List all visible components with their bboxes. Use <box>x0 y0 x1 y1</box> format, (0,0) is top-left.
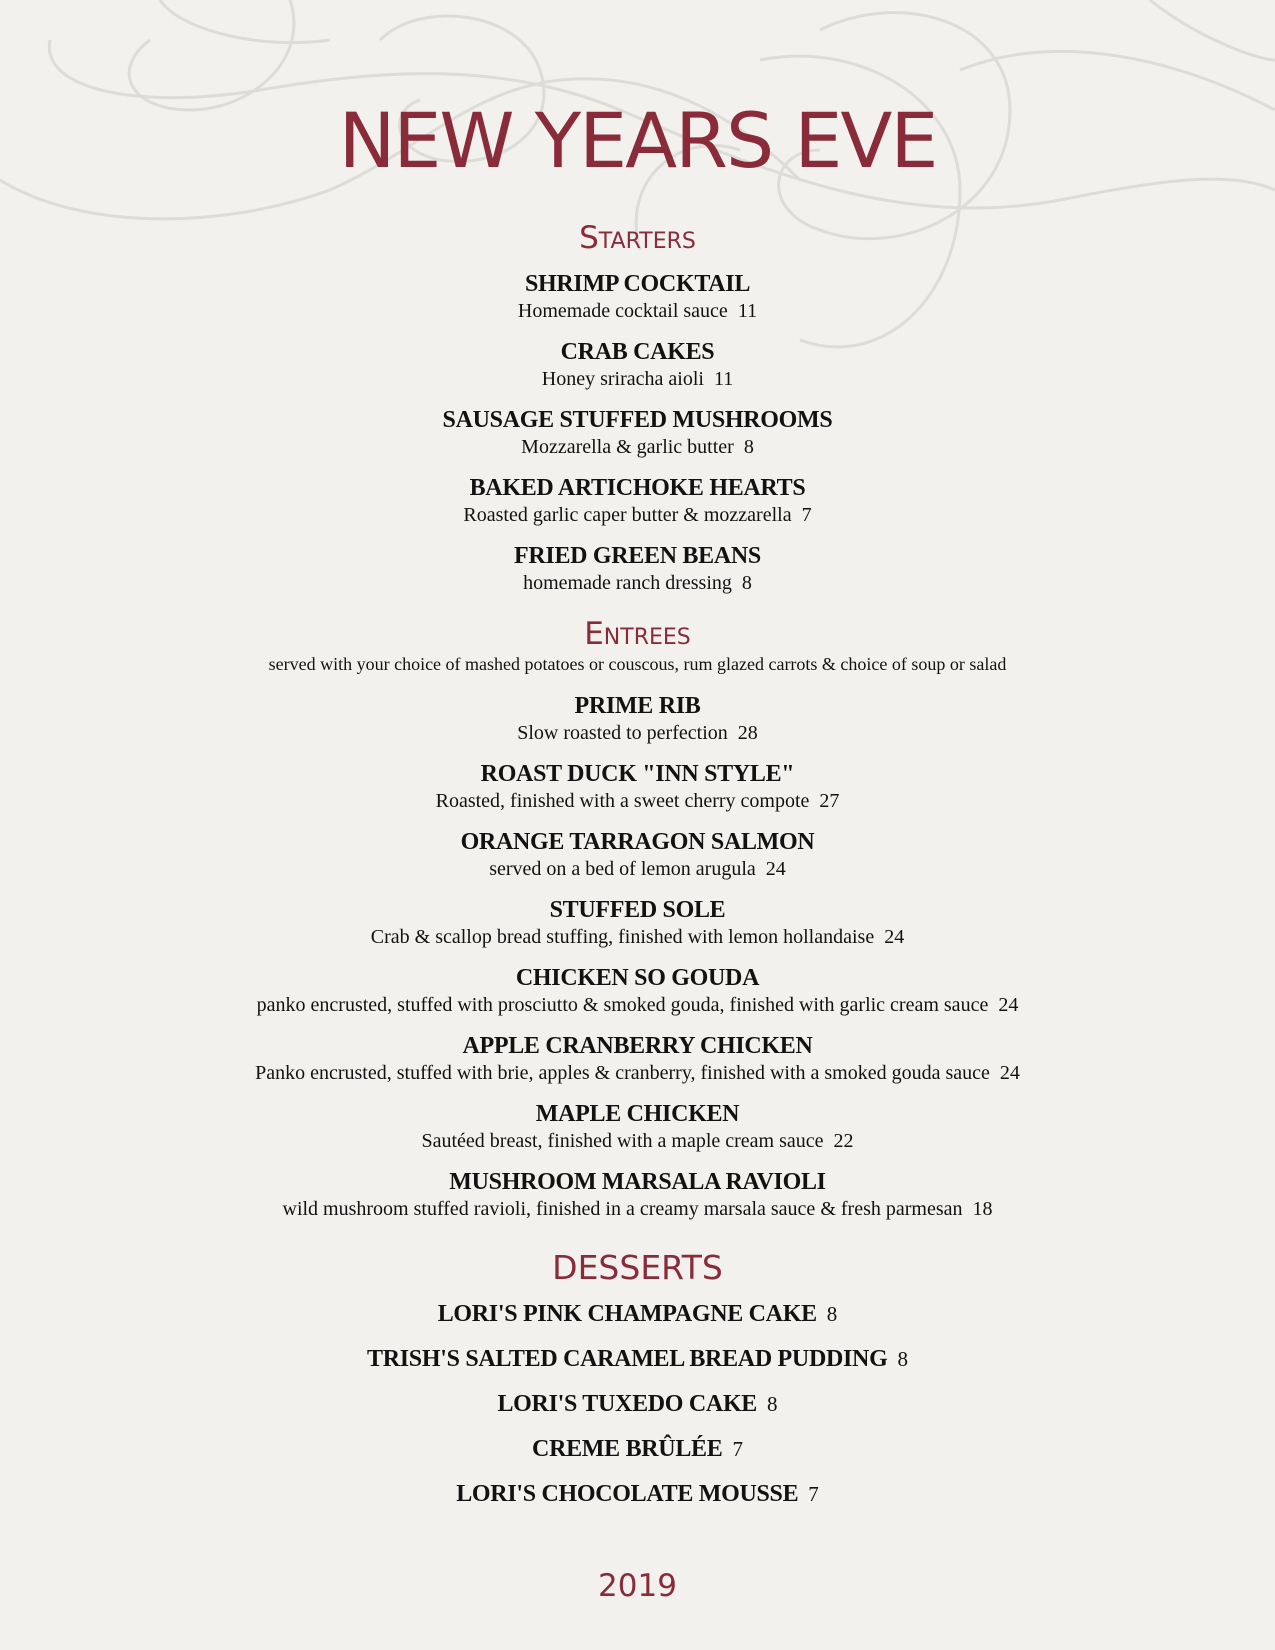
menu-item <box>0 406 1275 460</box>
item-name: LORI'S PINK CHAMPAGNE CAKE <box>437 1301 817 1327</box>
item-description: Slow roasted to perfection 28 <box>517 722 758 744</box>
menu-item <box>0 1100 1275 1154</box>
item-description: Sautéed breast, finished with a maple cream sauce 22 <box>421 1130 854 1152</box>
item-name: SHRIMP COCKTAIL <box>524 271 751 297</box>
desserts-heading: DESSERTS <box>552 1248 723 1287</box>
item-description: Homemade cocktail sauce 11 <box>517 300 758 322</box>
item-description: Panko encrusted, stuffed with brie, apples & cranberry, finished with a smoked gouda sauce 24 <box>255 1062 1020 1084</box>
item-description: panko encrusted, stuffed with prosciutto & smoked gouda, finished with garlic cream sauce 24 <box>256 994 1019 1016</box>
item-price: 11 <box>713 368 734 390</box>
menu-item <box>0 1168 1275 1222</box>
item-name: LORI'S TUXEDO CAKE <box>497 1391 758 1417</box>
item-price: 8 <box>826 1302 838 1326</box>
item-price: 22 <box>833 1130 854 1152</box>
item-name: CREME BRÛLÉE <box>532 1436 723 1462</box>
item-price: 24 <box>884 926 905 948</box>
item-price: 7 <box>801 504 812 526</box>
item-name: APPLE CRANBERRY CHICKEN <box>462 1033 813 1059</box>
item-description: Roasted garlic caper butter & mozzarella 7 <box>463 504 812 526</box>
item-price: 7 <box>732 1437 743 1461</box>
menu-item <box>0 964 1275 1018</box>
entrees-heading: Entrees <box>584 616 691 652</box>
menu-title: NEW YEARS EVE <box>338 96 937 185</box>
dessert-item <box>0 1389 1275 1419</box>
item-description: Mozzarella & garlic butter 8 <box>521 436 754 458</box>
item-description: homemade ranch dressing 8 <box>523 572 752 594</box>
item-price: 28 <box>737 722 758 744</box>
item-name: SAUSAGE STUFFED MUSHROOMS <box>442 407 833 433</box>
dessert-item <box>0 1479 1275 1509</box>
menu-item <box>0 896 1275 950</box>
item-name: FRIED GREEN BEANS <box>514 543 761 569</box>
item-price: 24 <box>765 858 786 880</box>
item-name: ORANGE TARRAGON SALMON <box>460 829 815 855</box>
menu-item <box>0 692 1275 746</box>
item-price: 18 <box>972 1198 993 1220</box>
item-name: BAKED ARTICHOKE HEARTS <box>469 475 806 501</box>
menu-item <box>0 270 1275 324</box>
item-name: LORI'S CHOCOLATE MOUSSE <box>456 1481 799 1507</box>
menu-item <box>0 828 1275 882</box>
item-name: MUSHROOM MARSALA RAVIOLI <box>449 1169 826 1195</box>
item-price: 7 <box>808 1482 819 1506</box>
dessert-item <box>0 1344 1275 1374</box>
item-price: 8 <box>897 1347 908 1371</box>
menu-year: 2019 <box>598 1568 677 1604</box>
starters-heading: Starters <box>579 220 696 256</box>
item-description: Roasted, finished with a sweet cherry compote 27 <box>435 790 840 812</box>
entrees-note: served with your choice of mashed potatoes or couscous, rum glazed carrots & choice of soup or salad <box>268 654 1007 674</box>
menu-item <box>0 474 1275 528</box>
item-name: PRIME RIB <box>574 693 701 719</box>
item-name: MAPLE CHICKEN <box>535 1101 740 1127</box>
item-description: Honey sriracha aioli 11 <box>541 368 734 390</box>
item-description: served on a bed of lemon arugula 24 <box>489 858 786 880</box>
item-price: 27 <box>819 790 840 812</box>
menu-item <box>0 542 1275 596</box>
dessert-item <box>0 1434 1275 1464</box>
item-price: 8 <box>741 572 752 594</box>
item-name: CHICKEN SO GOUDA <box>515 965 760 991</box>
item-price: 11 <box>737 300 758 322</box>
menu-item <box>0 760 1275 814</box>
menu-item <box>0 338 1275 392</box>
item-price: 8 <box>743 436 754 458</box>
item-price: 8 <box>767 1392 778 1416</box>
dessert-item <box>0 1299 1275 1329</box>
item-name: TRISH'S SALTED CARAMEL BREAD PUDDING <box>367 1346 888 1372</box>
item-name: ROAST DUCK "INN STYLE" <box>480 761 795 787</box>
item-name: STUFFED SOLE <box>549 897 726 923</box>
item-description: wild mushroom stuffed ravioli, finished in a creamy marsala sauce & fresh parmesan 18 <box>282 1198 993 1220</box>
menu-item <box>0 1032 1275 1086</box>
item-price: 24 <box>999 1062 1020 1084</box>
item-name: CRAB CAKES <box>560 339 715 365</box>
item-price: 24 <box>998 994 1019 1016</box>
item-description: Crab & scallop bread stuffing, finished with lemon hollandaise 24 <box>370 926 905 948</box>
